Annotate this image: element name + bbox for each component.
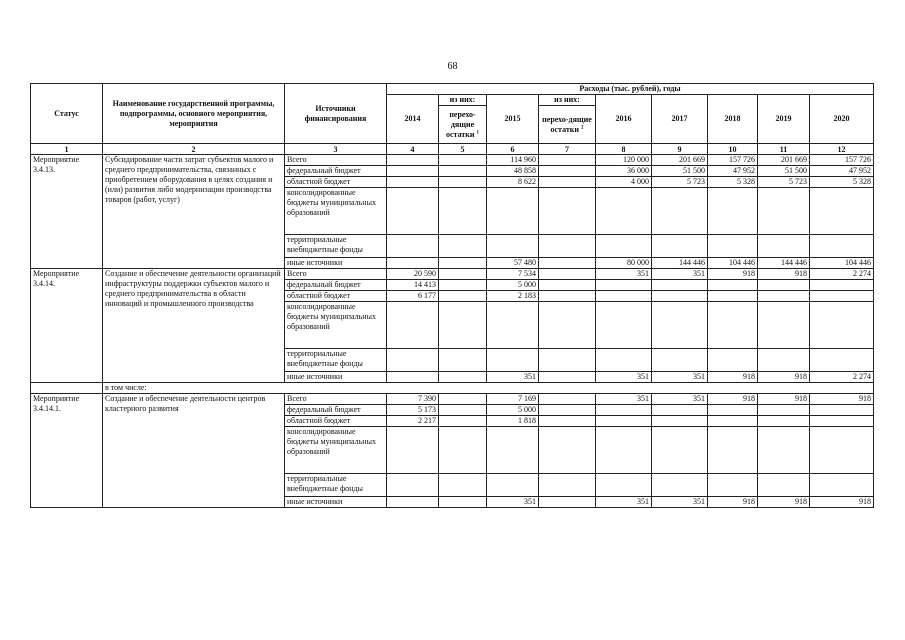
value-cell bbox=[387, 372, 439, 383]
value-cell bbox=[487, 474, 539, 497]
value-cell: 2 274 bbox=[810, 269, 874, 280]
value-cell: 918 bbox=[708, 497, 758, 508]
value-cell bbox=[387, 302, 439, 349]
row-status: Мероприятие 3.4.13. bbox=[31, 155, 103, 269]
row-name: Создание и обеспечение деятельности организаций инфраструктуры поддержки субъектов малого и среднего предпринимательства в области инноваций и промышленного производства bbox=[103, 269, 285, 383]
value-cell bbox=[439, 280, 487, 291]
row-name: Субсидирование части затрат субъектов малого и среднего предпринимательства, связанных с приобретением оборудования в целях создания и (или) развития либо модернизации производства товаров (работ, услуг) bbox=[103, 155, 285, 269]
value-cell bbox=[758, 302, 810, 349]
value-cell bbox=[652, 302, 708, 349]
value-cell: 918 bbox=[758, 497, 810, 508]
value-cell bbox=[810, 280, 874, 291]
value-cell bbox=[758, 349, 810, 372]
value-cell bbox=[652, 349, 708, 372]
value-cell bbox=[539, 155, 596, 166]
value-cell bbox=[810, 188, 874, 235]
value-cell: 351 bbox=[652, 269, 708, 280]
value-cell bbox=[596, 349, 652, 372]
value-cell bbox=[596, 280, 652, 291]
value-cell bbox=[810, 416, 874, 427]
header-carryover-2-text: перехо-дящие остатки bbox=[542, 114, 592, 134]
value-cell: 918 bbox=[708, 372, 758, 383]
value-cell: 351 bbox=[652, 497, 708, 508]
value-cell bbox=[810, 349, 874, 372]
table-row bbox=[31, 269, 874, 280]
value-cell bbox=[758, 235, 810, 258]
value-cell: 14 413 bbox=[387, 280, 439, 291]
value-cell: 104 446 bbox=[810, 258, 874, 269]
value-cell: 2 217 bbox=[387, 416, 439, 427]
value-cell bbox=[539, 349, 596, 372]
value-cell bbox=[596, 416, 652, 427]
table-row bbox=[31, 394, 874, 405]
value-cell: 351 bbox=[652, 372, 708, 383]
footnote-1: 1 bbox=[476, 129, 480, 135]
value-cell bbox=[539, 166, 596, 177]
value-cell bbox=[758, 416, 810, 427]
value-cell bbox=[439, 177, 487, 188]
col-number: 8 bbox=[596, 144, 652, 155]
value-cell bbox=[439, 474, 487, 497]
header-year-2014: 2014 bbox=[387, 95, 439, 144]
row-source: областной бюджет bbox=[285, 291, 387, 302]
value-cell bbox=[810, 235, 874, 258]
row-source: федеральный бюджет bbox=[285, 405, 387, 416]
header-of-which-2: из них: bbox=[539, 95, 596, 106]
value-cell: 4 000 bbox=[596, 177, 652, 188]
value-cell bbox=[539, 177, 596, 188]
value-cell bbox=[539, 427, 596, 474]
value-cell: 5 328 bbox=[708, 177, 758, 188]
value-cell bbox=[439, 269, 487, 280]
col-number: 1 bbox=[31, 144, 103, 155]
value-cell bbox=[539, 235, 596, 258]
row-source: территориальные внебюджетные фонды bbox=[285, 474, 387, 497]
in-that-number-label: в том числе: bbox=[103, 383, 874, 394]
value-cell bbox=[487, 427, 539, 474]
row-source: территориальные внебюджетные фонды bbox=[285, 349, 387, 372]
value-cell bbox=[708, 474, 758, 497]
row-source: федеральный бюджет bbox=[285, 280, 387, 291]
value-cell bbox=[539, 394, 596, 405]
value-cell bbox=[810, 474, 874, 497]
header-status: Статус bbox=[31, 84, 103, 144]
value-cell bbox=[487, 349, 539, 372]
value-cell bbox=[439, 258, 487, 269]
value-cell bbox=[539, 258, 596, 269]
table-row bbox=[31, 155, 874, 166]
value-cell bbox=[652, 405, 708, 416]
value-cell bbox=[652, 427, 708, 474]
row-source: федеральный бюджет bbox=[285, 166, 387, 177]
value-cell bbox=[387, 427, 439, 474]
row-source: консолидированные бюджеты муниципальных образований bbox=[285, 188, 387, 235]
value-cell: 7 390 bbox=[387, 394, 439, 405]
value-cell bbox=[387, 235, 439, 258]
value-cell: 918 bbox=[758, 394, 810, 405]
row-source: территориальные внебюджетные фонды bbox=[285, 235, 387, 258]
row-source: областной бюджет bbox=[285, 177, 387, 188]
value-cell: 5 723 bbox=[758, 177, 810, 188]
table-body bbox=[31, 155, 874, 508]
value-cell: 918 bbox=[708, 394, 758, 405]
value-cell bbox=[596, 405, 652, 416]
value-cell bbox=[439, 235, 487, 258]
footnote-2: 2 bbox=[581, 124, 584, 130]
value-cell: 2 274 bbox=[810, 372, 874, 383]
value-cell: 48 858 bbox=[487, 166, 539, 177]
value-cell bbox=[652, 291, 708, 302]
value-cell bbox=[439, 291, 487, 302]
value-cell: 201 669 bbox=[758, 155, 810, 166]
value-cell: 8 622 bbox=[487, 177, 539, 188]
value-cell bbox=[758, 427, 810, 474]
value-cell bbox=[652, 474, 708, 497]
value-cell bbox=[539, 269, 596, 280]
value-cell bbox=[652, 416, 708, 427]
value-cell: 351 bbox=[596, 497, 652, 508]
value-cell bbox=[596, 188, 652, 235]
value-cell bbox=[439, 155, 487, 166]
value-cell: 20 590 bbox=[387, 269, 439, 280]
value-cell: 918 bbox=[810, 497, 874, 508]
value-cell bbox=[810, 427, 874, 474]
value-cell bbox=[539, 497, 596, 508]
value-cell bbox=[758, 188, 810, 235]
col-number: 10 bbox=[708, 144, 758, 155]
value-cell bbox=[539, 188, 596, 235]
row-name: Создание и обеспечение деятельности центров кластерного развития bbox=[103, 394, 285, 508]
page-number: 68 bbox=[447, 61, 458, 72]
value-cell: 1 818 bbox=[487, 416, 539, 427]
value-cell: 918 bbox=[708, 269, 758, 280]
col-number: 3 bbox=[285, 144, 387, 155]
value-cell: 47 952 bbox=[810, 166, 874, 177]
value-cell bbox=[596, 474, 652, 497]
row-source: иные источники bbox=[285, 497, 387, 508]
value-cell: 351 bbox=[596, 394, 652, 405]
value-cell bbox=[439, 497, 487, 508]
value-cell: 104 446 bbox=[708, 258, 758, 269]
value-cell bbox=[708, 235, 758, 258]
value-cell bbox=[708, 416, 758, 427]
value-cell bbox=[758, 291, 810, 302]
header-carryover-1-text: перехо-дящие остатки bbox=[445, 109, 476, 139]
value-cell: 351 bbox=[487, 497, 539, 508]
value-cell bbox=[439, 349, 487, 372]
col-number: 5 bbox=[439, 144, 487, 155]
value-cell bbox=[487, 188, 539, 235]
empty-cell bbox=[31, 383, 103, 394]
value-cell: 918 bbox=[758, 269, 810, 280]
value-cell bbox=[758, 474, 810, 497]
value-cell: 351 bbox=[596, 269, 652, 280]
value-cell: 80 000 bbox=[596, 258, 652, 269]
row-source: областной бюджет bbox=[285, 416, 387, 427]
row-source: консолидированные бюджеты муниципальных образований bbox=[285, 302, 387, 349]
col-number: 9 bbox=[652, 144, 708, 155]
value-cell bbox=[810, 302, 874, 349]
value-cell bbox=[652, 235, 708, 258]
value-cell: 7 169 bbox=[487, 394, 539, 405]
value-cell bbox=[708, 291, 758, 302]
sub-header-row bbox=[31, 383, 874, 394]
value-cell bbox=[387, 258, 439, 269]
header-year-2019: 2019 bbox=[758, 95, 810, 144]
value-cell bbox=[439, 302, 487, 349]
value-cell bbox=[539, 291, 596, 302]
value-cell: 918 bbox=[810, 394, 874, 405]
value-cell: 120 000 bbox=[596, 155, 652, 166]
value-cell: 144 446 bbox=[758, 258, 810, 269]
header-carryover-2 bbox=[539, 106, 596, 144]
value-cell bbox=[708, 427, 758, 474]
value-cell: 47 952 bbox=[708, 166, 758, 177]
value-cell: 5 000 bbox=[487, 405, 539, 416]
value-cell bbox=[652, 280, 708, 291]
value-cell bbox=[439, 416, 487, 427]
value-cell bbox=[439, 405, 487, 416]
row-source: иные источники bbox=[285, 372, 387, 383]
header-name: Наименование государственной программы, подпрограммы, основного мероприятия, мероприятия bbox=[103, 84, 285, 144]
value-cell: 157 726 bbox=[810, 155, 874, 166]
value-cell bbox=[487, 302, 539, 349]
col-number: 12 bbox=[810, 144, 874, 155]
row-status: Мероприятие 3.4.14.1. bbox=[31, 394, 103, 508]
value-cell bbox=[758, 405, 810, 416]
value-cell bbox=[758, 280, 810, 291]
value-cell bbox=[439, 188, 487, 235]
value-cell: 144 446 bbox=[652, 258, 708, 269]
value-cell: 36 000 bbox=[596, 166, 652, 177]
value-cell: 7 534 bbox=[487, 269, 539, 280]
value-cell bbox=[539, 302, 596, 349]
value-cell: 918 bbox=[758, 372, 810, 383]
column-numbers-row bbox=[31, 144, 874, 155]
row-source: Всего bbox=[285, 269, 387, 280]
header-year-2018: 2018 bbox=[708, 95, 758, 144]
col-number: 7 bbox=[539, 144, 596, 155]
value-cell bbox=[439, 166, 487, 177]
value-cell bbox=[596, 235, 652, 258]
value-cell: 351 bbox=[487, 372, 539, 383]
value-cell: 5 723 bbox=[652, 177, 708, 188]
value-cell bbox=[539, 280, 596, 291]
value-cell: 351 bbox=[596, 372, 652, 383]
value-cell bbox=[539, 405, 596, 416]
header-year-2017: 2017 bbox=[652, 95, 708, 144]
value-cell: 5 173 bbox=[387, 405, 439, 416]
value-cell: 51 500 bbox=[652, 166, 708, 177]
value-cell bbox=[439, 394, 487, 405]
header-year-2015: 2015 bbox=[487, 95, 539, 144]
value-cell bbox=[387, 497, 439, 508]
value-cell bbox=[596, 427, 652, 474]
value-cell bbox=[708, 405, 758, 416]
header-sources: Источники финансирования bbox=[285, 84, 387, 144]
value-cell bbox=[708, 302, 758, 349]
value-cell: 5 000 bbox=[487, 280, 539, 291]
value-cell: 57 480 bbox=[487, 258, 539, 269]
value-cell: 6 177 bbox=[387, 291, 439, 302]
header-expenses: Расходы (тыс. рублей), годы bbox=[387, 84, 874, 95]
header-carryover-1 bbox=[439, 106, 487, 144]
value-cell bbox=[487, 235, 539, 258]
value-cell bbox=[539, 474, 596, 497]
value-cell bbox=[652, 188, 708, 235]
row-source: Всего bbox=[285, 394, 387, 405]
value-cell: 201 669 bbox=[652, 155, 708, 166]
value-cell: 5 328 bbox=[810, 177, 874, 188]
value-cell bbox=[708, 188, 758, 235]
value-cell bbox=[439, 372, 487, 383]
row-source: Всего bbox=[285, 155, 387, 166]
value-cell bbox=[439, 427, 487, 474]
value-cell: 2 183 bbox=[487, 291, 539, 302]
value-cell bbox=[387, 155, 439, 166]
value-cell bbox=[596, 291, 652, 302]
value-cell bbox=[708, 280, 758, 291]
value-cell: 157 726 bbox=[708, 155, 758, 166]
row-source: консолидированные бюджеты муниципальных образований bbox=[285, 427, 387, 474]
value-cell bbox=[387, 474, 439, 497]
header-year-2020: 2020 bbox=[810, 95, 874, 144]
row-status: Мероприятие 3.4.14. bbox=[31, 269, 103, 383]
value-cell: 351 bbox=[652, 394, 708, 405]
col-number: 6 bbox=[487, 144, 539, 155]
value-cell bbox=[387, 349, 439, 372]
col-number: 2 bbox=[103, 144, 285, 155]
header-of-which-1: из них: bbox=[439, 95, 487, 106]
value-cell bbox=[387, 177, 439, 188]
value-cell: 114 960 bbox=[487, 155, 539, 166]
value-cell bbox=[539, 372, 596, 383]
row-source: иные источники bbox=[285, 258, 387, 269]
budget-table bbox=[30, 83, 874, 508]
col-number: 4 bbox=[387, 144, 439, 155]
value-cell bbox=[810, 291, 874, 302]
value-cell: 51 500 bbox=[758, 166, 810, 177]
value-cell bbox=[810, 405, 874, 416]
col-number: 11 bbox=[758, 144, 810, 155]
header-year-2016: 2016 bbox=[596, 95, 652, 144]
value-cell bbox=[596, 302, 652, 349]
value-cell bbox=[387, 166, 439, 177]
value-cell bbox=[387, 188, 439, 235]
value-cell bbox=[539, 416, 596, 427]
value-cell bbox=[708, 349, 758, 372]
